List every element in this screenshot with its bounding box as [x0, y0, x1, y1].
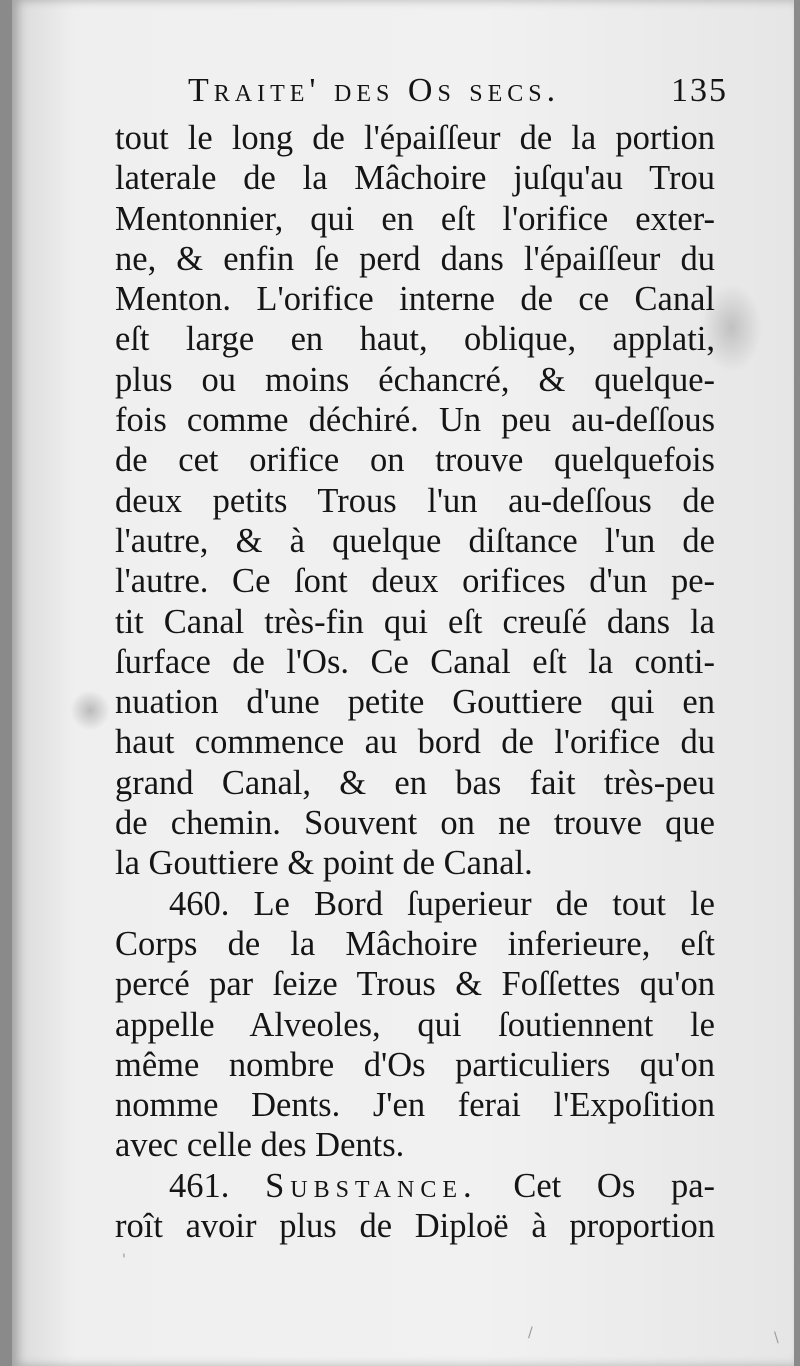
book-page: [12, 0, 794, 1366]
text-line: ſurface de l'Os. Ce Canal eſt la conti-: [115, 642, 715, 681]
text-line: de chemin. Souvent on ne trouve que: [115, 804, 715, 843]
page-number: 135: [671, 72, 728, 109]
page-blemish: /: [528, 1325, 533, 1341]
text-line: Menton. L'orifice interne de ce Canal: [115, 280, 715, 319]
text-line: haut commence au bord de l'orifice du: [115, 723, 715, 762]
text-line: roît avoir plus de Diploë à proportion: [115, 1207, 715, 1246]
text-line: Corps de la Mâchoire inferieure, eſt: [115, 924, 715, 963]
page-blemish: ': [122, 1252, 126, 1268]
paragraph-number: 461.: [169, 1166, 230, 1205]
section-heading: Substance.: [265, 1166, 478, 1205]
text-line: laterale de la Mâchoire juſqu'au Trou: [115, 159, 715, 198]
text-line: avec celle des Dents.: [115, 1126, 405, 1165]
text-line: percé par ſeize Trous & Foſſettes qu'on: [115, 965, 715, 1004]
text-line: de cet orifice on trouve quelquefois: [115, 441, 715, 480]
text-line: Mentonnier, qui en eſt l'orifice exter-: [115, 199, 715, 238]
text-line: eſt large en haut, oblique, applati,: [115, 320, 715, 359]
page-blemish: \: [774, 1330, 779, 1346]
text-line: l'autre. Ce ſont deux orifices d'un pe-: [115, 562, 715, 601]
text-line: tit Canal très-fin qui eſt creuſé dans la: [115, 602, 715, 641]
text-line: deux petits Trous l'un au-deſſous de: [115, 481, 715, 520]
text-line: même nombre d'Os particuliers qu'on: [115, 1045, 715, 1084]
text-fragment: Cet Os pa-: [513, 1166, 715, 1205]
text-line: [115, 1166, 715, 1206]
text-line: plus ou moins échancré, & quelque-: [115, 360, 715, 399]
running-title: Traite' des Os secs.: [188, 72, 561, 109]
text-line: 460. Le Bord ſuperieur de tout le: [169, 884, 715, 923]
text-line: fois comme déchiré. Un peu au-deſſous: [115, 401, 715, 440]
text-line: ne, & enfin ſe perd dans l'épaiſſeur du: [115, 239, 715, 278]
body-text: [115, 118, 715, 1246]
text-line: l'autre, & à quelque diſtance l'un de: [115, 521, 715, 560]
text-line: nuation d'une petite Gouttiere qui en: [115, 683, 715, 722]
text-line: appelle Alveoles, qui ſoutiennent le: [115, 1005, 715, 1044]
text-line: la Gouttiere & point de Canal.: [115, 844, 533, 883]
running-header: [188, 72, 728, 110]
text-line: grand Canal, & en bas fait très-peu: [115, 763, 715, 802]
text-line: tout le long de l'épaiſſeur de la portion: [115, 119, 715, 157]
text-line: nomme Dents. J'en ferai l'Expoſition: [115, 1086, 715, 1125]
